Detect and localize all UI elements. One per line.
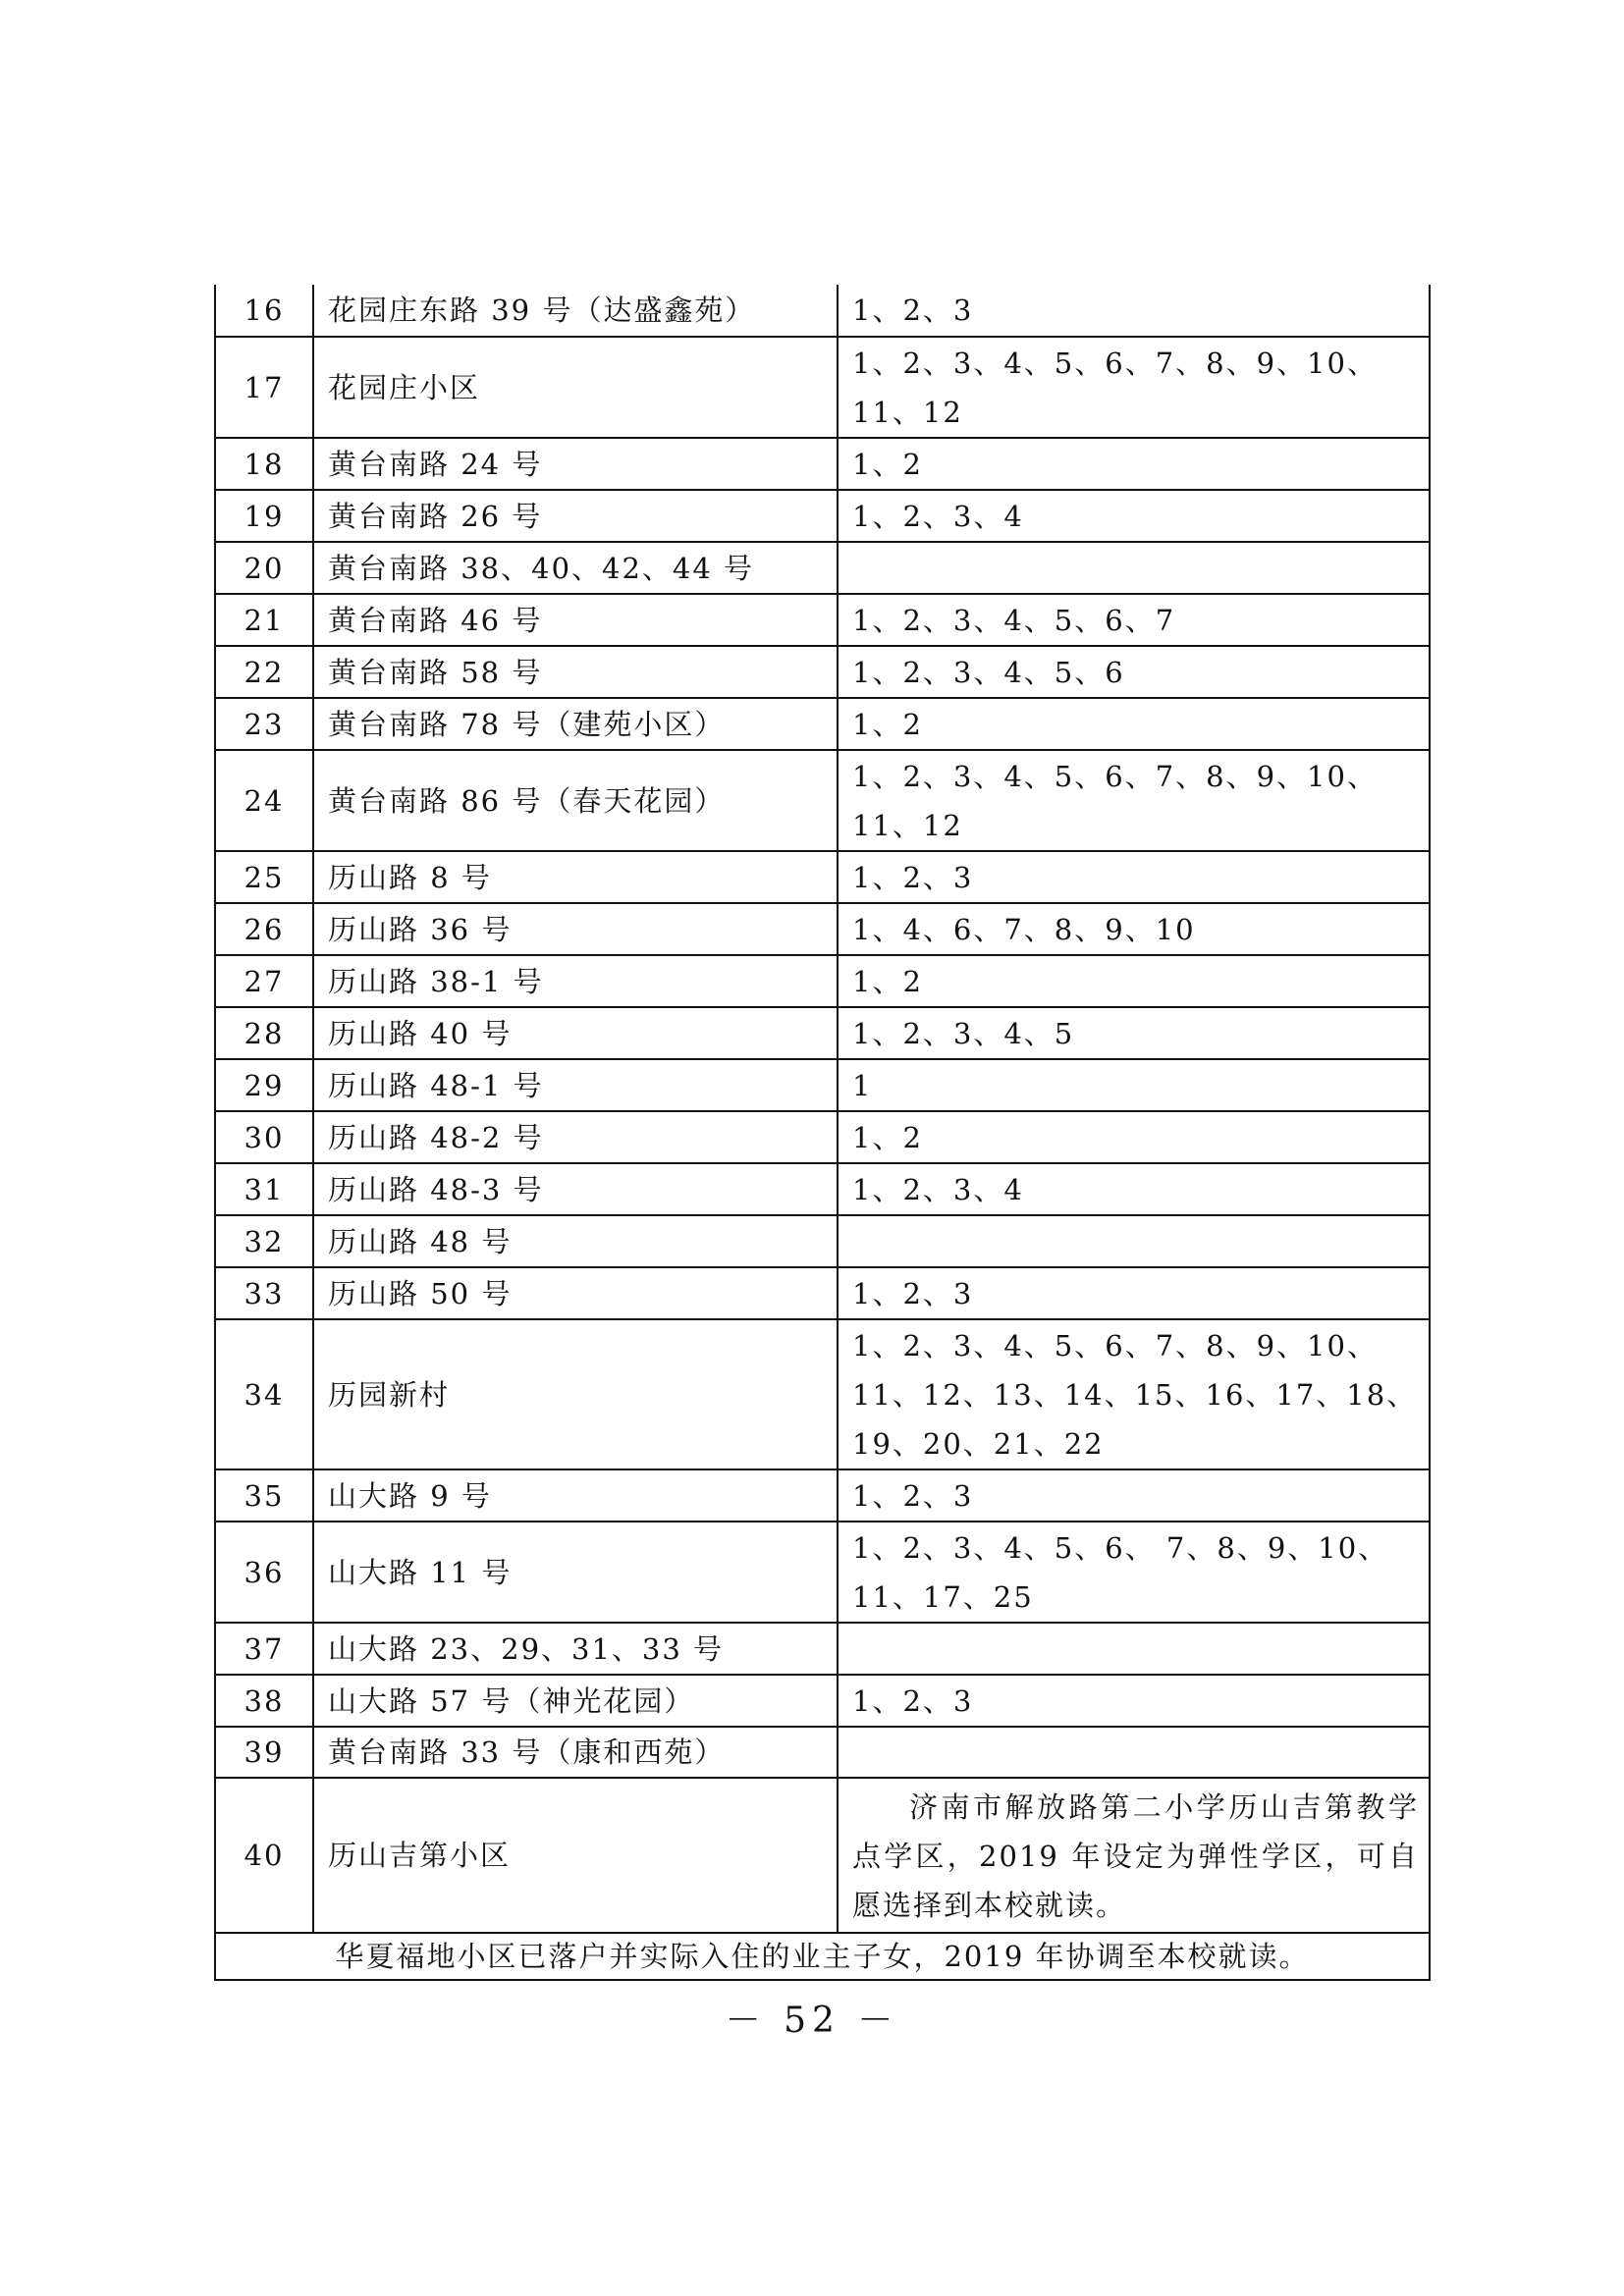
row-buildings: 1、2、3、4、5、6、7 — [838, 594, 1430, 646]
row-address: 黄台南路 26 号 — [313, 490, 838, 542]
row-address: 黄台南路 86 号（春天花园） — [313, 750, 838, 851]
table-row — [215, 542, 1430, 594]
row-number: 35 — [215, 1469, 313, 1522]
table-row — [215, 1111, 1430, 1163]
table-row — [215, 490, 1430, 542]
row-address: 历山路 38-1 号 — [313, 955, 838, 1007]
table-body — [215, 285, 1430, 1980]
row-number: 34 — [215, 1319, 313, 1469]
row-address: 黄台南路 78 号（建苑小区） — [313, 698, 838, 750]
row-address: 黄台南路 33 号（康和西苑） — [313, 1727, 838, 1778]
table-row — [215, 1727, 1430, 1778]
footer-note: 华夏福地小区已落户并实际入住的业主子女，2019 年协调至本校就读。 — [215, 1933, 1430, 1980]
row-address: 历山路 48 号 — [313, 1215, 838, 1267]
table-row — [215, 1163, 1430, 1215]
table-row — [215, 1267, 1430, 1319]
row-buildings — [838, 1727, 1430, 1778]
row-address: 山大路 57 号（神光花园） — [313, 1675, 838, 1727]
row-address: 黄台南路 46 号 — [313, 594, 838, 646]
table-row — [215, 337, 1430, 438]
row-number: 30 — [215, 1111, 313, 1163]
row-address: 历山路 48-1 号 — [313, 1059, 838, 1111]
row-buildings: 1、2 — [838, 955, 1430, 1007]
row-buildings: 1、2、3 — [838, 1469, 1430, 1522]
row-address: 历山路 48-3 号 — [313, 1163, 838, 1215]
row-number: 28 — [215, 1007, 313, 1059]
row-number: 26 — [215, 903, 313, 955]
row-address: 历山吉第小区 — [313, 1778, 838, 1933]
table-row — [215, 1623, 1430, 1675]
row-number: 20 — [215, 542, 313, 594]
row-number: 36 — [215, 1522, 313, 1623]
row-address: 历山路 8 号 — [313, 851, 838, 903]
row-address: 花园庄小区 — [313, 337, 838, 438]
row-number: 27 — [215, 955, 313, 1007]
row-buildings: 1、2、3、4、5、6 — [838, 646, 1430, 698]
row-buildings: 1、2、3、4、5、6、 7、8、9、10、11、17、25 — [838, 1522, 1430, 1623]
row-number: 17 — [215, 337, 313, 438]
row-address: 花园庄东路 39 号（达盛鑫苑） — [313, 285, 838, 337]
row-number: 37 — [215, 1623, 313, 1675]
row-note: 济南市解放路第二小学历山吉第教学点学区，2019 年设定为弹性学区，可自愿选择到本校就读。 — [838, 1778, 1430, 1933]
table-row — [215, 646, 1430, 698]
table-row — [215, 1007, 1430, 1059]
table-row — [215, 955, 1430, 1007]
row-address: 历山路 50 号 — [313, 1267, 838, 1319]
row-buildings: 1、2、3、4、5 — [838, 1007, 1430, 1059]
row-buildings: 1、2、3 — [838, 1267, 1430, 1319]
row-buildings: 1、2、3、4、5、6、7、8、9、10、11、12、13、14、15、16、17、18、19、20、21、22 — [838, 1319, 1430, 1469]
row-address: 山大路 23、29、31、33 号 — [313, 1623, 838, 1675]
row-number: 23 — [215, 698, 313, 750]
page-number: － 52 － — [725, 2001, 899, 2041]
row-buildings: 1、2、3、4、5、6、7、8、9、10、11、12 — [838, 337, 1430, 438]
row-buildings: 1、2、3 — [838, 851, 1430, 903]
row-address: 历园新村 — [313, 1319, 838, 1469]
row-buildings: 1、2、3、4 — [838, 1163, 1430, 1215]
row-buildings: 1、2、3 — [838, 285, 1430, 337]
row-address: 黄台南路 38、40、42、44 号 — [313, 542, 838, 594]
row-address: 黄台南路 24 号 — [313, 438, 838, 490]
row-number: 40 — [215, 1778, 313, 1933]
row-number: 16 — [215, 285, 313, 337]
row-buildings — [838, 542, 1430, 594]
school-district-table — [214, 285, 1431, 1981]
row-number: 25 — [215, 851, 313, 903]
row-number: 33 — [215, 1267, 313, 1319]
table-row — [215, 1215, 1430, 1267]
table-row — [215, 438, 1430, 490]
row-buildings: 1、4、6、7、8、9、10 — [838, 903, 1430, 955]
table-row — [215, 750, 1430, 851]
row-number: 39 — [215, 1727, 313, 1778]
table-row — [215, 1675, 1430, 1727]
row-number: 18 — [215, 438, 313, 490]
row-number: 22 — [215, 646, 313, 698]
row-number: 31 — [215, 1163, 313, 1215]
row-address: 历山路 40 号 — [313, 1007, 838, 1059]
row-number: 24 — [215, 750, 313, 851]
row-address: 黄台南路 58 号 — [313, 646, 838, 698]
table-row — [215, 903, 1430, 955]
table-row — [215, 698, 1430, 750]
table-row — [215, 594, 1430, 646]
table-row — [215, 851, 1430, 903]
row-buildings: 1、2、3、4、5、6、7、8、9、10、11、12 — [838, 750, 1430, 851]
table-row — [215, 1778, 1430, 1933]
row-buildings — [838, 1215, 1430, 1267]
table-row — [215, 1469, 1430, 1522]
row-buildings: 1、2 — [838, 1111, 1430, 1163]
row-number: 29 — [215, 1059, 313, 1111]
row-buildings: 1、2 — [838, 698, 1430, 750]
row-number: 38 — [215, 1675, 313, 1727]
table-row — [215, 1522, 1430, 1623]
row-number: 32 — [215, 1215, 313, 1267]
row-number: 21 — [215, 594, 313, 646]
row-buildings: 1、2 — [838, 438, 1430, 490]
row-buildings: 1 — [838, 1059, 1430, 1111]
row-address: 山大路 11 号 — [313, 1522, 838, 1623]
row-buildings: 1、2、3、4 — [838, 490, 1430, 542]
row-address: 历山路 48-2 号 — [313, 1111, 838, 1163]
row-address: 山大路 9 号 — [313, 1469, 838, 1522]
row-address: 历山路 36 号 — [313, 903, 838, 955]
row-buildings: 1、2、3 — [838, 1675, 1430, 1727]
row-buildings — [838, 1623, 1430, 1675]
table-row — [215, 285, 1430, 337]
table-row — [215, 1319, 1430, 1469]
footer-row — [215, 1933, 1430, 1980]
table-row — [215, 1059, 1430, 1111]
row-number: 19 — [215, 490, 313, 542]
